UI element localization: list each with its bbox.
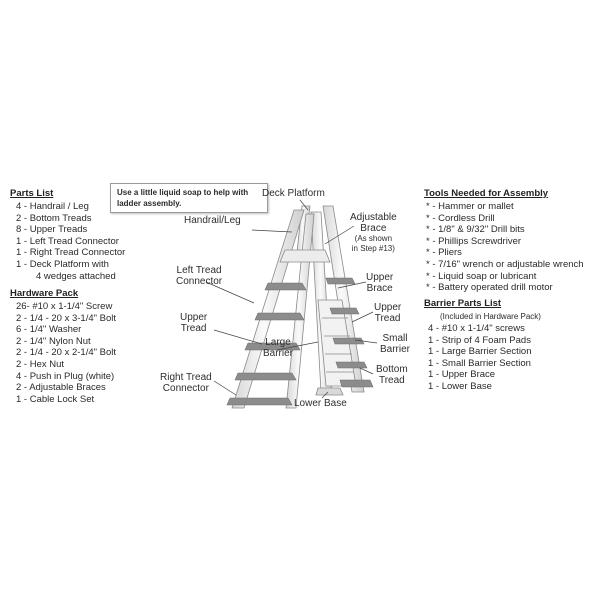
label-adjustable-brace — [350, 212, 397, 253]
hardware-pack-item: 6 - 1/4" Washer — [16, 324, 82, 336]
hardware-pack-item: 2 - 1/4 - 20 x 3-1/4" Bolt — [16, 312, 117, 324]
label-large-barrier: Large Barrier — [263, 337, 294, 359]
parts-list-item: 1 - Right Tread Connector — [16, 247, 126, 259]
parts-list-item: 8 - Upper Treads — [16, 224, 88, 236]
bottom-tread — [340, 380, 373, 387]
label-adjustable-brace-note-2: in Step #13) — [351, 243, 395, 253]
barrier-parts-item: 4 - #10 x 1-1/4" screws — [428, 323, 525, 334]
label-right-tread-connector: Right Tread Connector — [160, 372, 212, 394]
tools-needed-item: * - 1/8" & 9/32" Drill bits — [426, 224, 525, 236]
tools-needed-item: * - 7/16" wrench or adjustable wrench — [426, 258, 584, 270]
tools-needed-item: * - Battery operated drill motor — [426, 282, 553, 294]
label-lower-base: Lower Base — [294, 398, 347, 409]
label-adjustable-brace-note-1: (As shown — [354, 234, 393, 243]
label-adjustable-brace-line-1: Adjustable — [350, 212, 397, 223]
hardware-pack-item: 2 - Hex Nut — [16, 358, 65, 370]
assembly-tip-text: Use a little liquid soap to help with ladder assembly. — [117, 188, 249, 208]
barrier-parts-item: 1 - Strip of 4 Foam Pads — [428, 334, 531, 346]
barrier-parts-item: 1 - Upper Brace — [428, 369, 496, 381]
lower-base — [316, 388, 343, 395]
barrier-parts-item: 1 - Small Barrier Section — [428, 357, 531, 369]
hardware-pack-item: 2 - Adjustable Braces — [16, 382, 106, 394]
tools-needed-item: * - Pliers — [426, 247, 462, 259]
label-left-tread-connector: Left Tread Connector — [176, 265, 223, 287]
upper-tread — [336, 362, 367, 368]
tools-needed-item: * - Cordless Drill — [426, 212, 495, 224]
tools-needed-item: * - Hammer or mallet — [426, 201, 514, 212]
upper-tread — [255, 313, 304, 320]
upper-tread — [326, 278, 355, 284]
parts-list-item: 1 - Deck Platform with — [16, 258, 109, 270]
parts-list-item: 1 - Left Tread Connector — [16, 235, 119, 247]
hardware-pack-item: 26- #10 x 1-1/4" Screw — [16, 301, 113, 312]
upper-tread — [235, 373, 296, 380]
hardware-pack-item: 2 - 1/4 - 20 x 2-1/4" Bolt — [16, 347, 117, 359]
tools-needed-item: * - Phillips Screwdriver — [426, 235, 522, 247]
upper-tread — [265, 283, 306, 290]
label-upper-brace: Upper Brace — [366, 272, 394, 294]
hardware-pack-item: 4 - Push in Plug (white) — [16, 370, 115, 382]
barrier-parts-item: 1 - Lower Base — [428, 380, 492, 392]
tools-needed-item: * - Liquid soap or lubricant — [426, 270, 537, 282]
barrier-parts-title: Barrier Parts List — [424, 298, 502, 309]
label-upper-tread-right: Upper Tread — [374, 302, 402, 324]
barrier-parts-subtitle: (Included in Hardware Pack) — [440, 312, 541, 321]
upper-tread — [333, 338, 364, 344]
label-small-barrier: Small Barrier — [380, 333, 411, 355]
label-handrail-leg: Handrail/Leg — [184, 215, 241, 226]
label-bottom-tread: Bottom Tread — [376, 364, 408, 386]
tools-needed-title: Tools Needed for Assembly — [424, 188, 549, 199]
parts-list-title: Parts List — [10, 188, 54, 199]
parts-list-item: 2 - Bottom Treads — [16, 212, 92, 224]
label-deck-platform: Deck Platform — [262, 188, 325, 199]
hardware-pack-item: 1 - Cable Lock Set — [16, 393, 95, 405]
parts-list-item: 4 wedges attached — [36, 270, 116, 282]
parts-list-item: 4 - Handrail / Leg — [16, 201, 89, 212]
label-upper-tread-left: Upper Tread — [180, 312, 208, 334]
hardware-pack-item: 2 - 1/4" Nylon Nut — [16, 335, 91, 347]
deck-platform — [280, 250, 330, 262]
barrier-parts-item: 1 - Large Barrier Section — [428, 346, 532, 358]
bottom-tread — [227, 398, 292, 405]
label-adjustable-brace-line-2: Brace — [360, 223, 387, 234]
upper-tread — [330, 308, 359, 314]
hardware-pack-title: Hardware Pack — [10, 288, 79, 299]
